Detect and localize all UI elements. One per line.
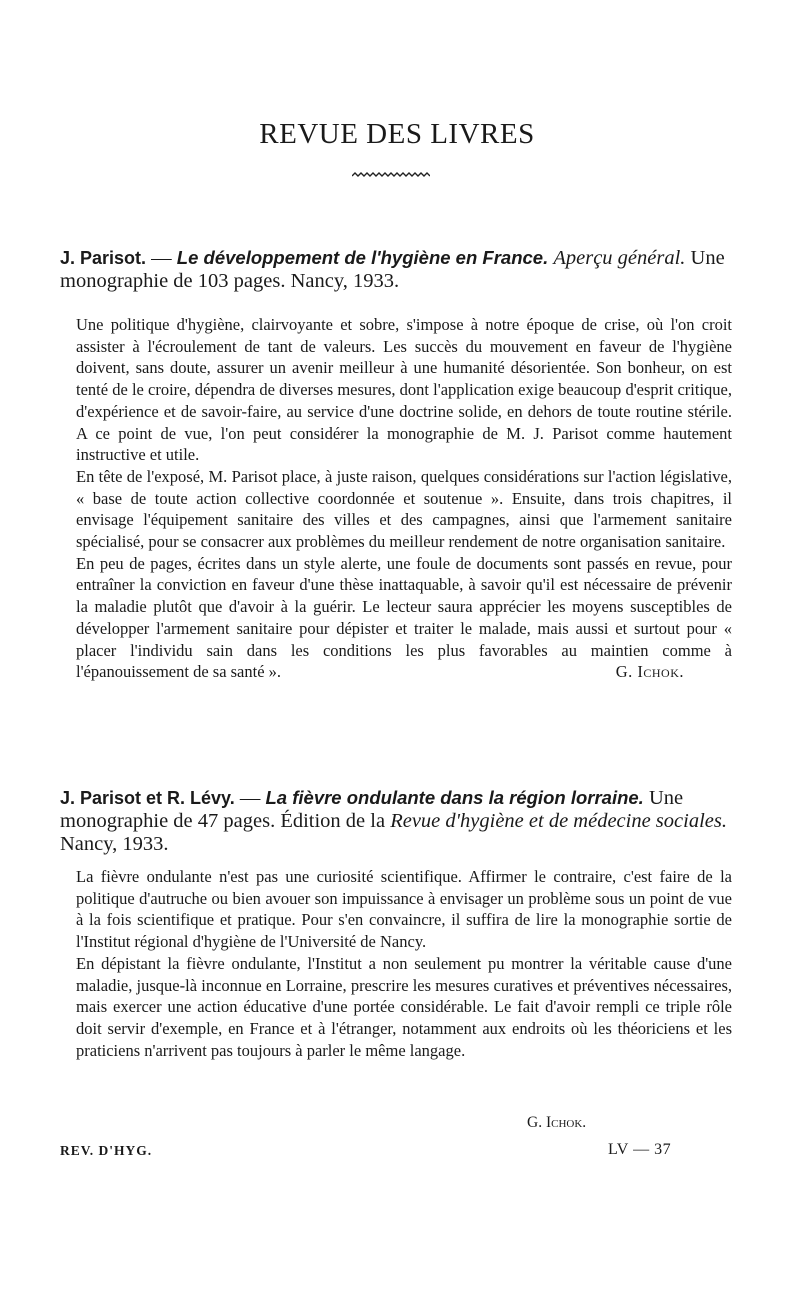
review-1-heading xyxy=(60,246,734,293)
review-2-details-pre: Une monographie de 47 pages. Édition de la xyxy=(60,787,684,832)
page-title: REVUE DES LIVRES xyxy=(259,118,535,150)
review-2-title: La fièvre ondulante dans la région lorraine. xyxy=(265,787,644,808)
review-1-details: Une monographie de 103 pages. Nancy, 1933. xyxy=(60,247,725,292)
review-2-journal: Revue d'hygiène et de médecine sociales. xyxy=(390,810,727,832)
footer-page-number: LV — 37 xyxy=(608,1141,672,1158)
review-1-signature: G. Ichok. xyxy=(615,662,684,682)
review-1-body xyxy=(76,314,732,683)
review-2-signature: G. Ichok. xyxy=(527,1114,587,1131)
review-1-title: Le développement de l'hygiène en France. xyxy=(176,247,549,268)
review-1-dash: — xyxy=(146,247,177,269)
review-2-author: J. Parisot et R. Lévy. xyxy=(60,788,235,808)
review-1-paragraph-2: En tête de l'exposé, M. Parisot place, à juste raison, quelques considérations sur l'action législative, « base de toute action collective coordonnée et soutenue ». Ensuite, dans trois chapitres, il envisage l'équipement sanitaire des villes et des campagnes, ainsi que l'armement sanitaire spécialisé, pour se consacrer aux problèmes du meilleur rendement de notre organisation sanitaire. xyxy=(76,466,732,552)
review-2-details-post: Nancy, 1933. xyxy=(60,833,169,855)
review-1-subtitle: Aperçu général. xyxy=(553,247,686,269)
review-2-paragraph-2: En dépistant la fièvre ondulante, l'Institut a non seulement pu montrer la véritable cause d'une maladie, jusque-là inconnue en Lorraine, prescrire les mesures curatives et préventives nécessaires, mais exercer une action éducative d'une portée considérable. Le fait d'avoir rempli ce triple rôle doit servir d'exemple, en France et à l'étranger, notamment aux endroits où les théoriciens et les praticiens n'arrivent pas toujours à parler le même langage. xyxy=(76,953,732,1060)
footer-journal-abbrev: REV. D'HYG. xyxy=(60,1143,153,1158)
review-1-paragraph-3-text: En peu de pages, écrites dans un style alerte, une foule de documents sont passés en revue, pour entraîner la conviction en faveur d'une thèse inattaquable, à savoir qu'il est nécessaire de prévenir la maladie plutôt que d'avoir à la guérir. Le lecteur saura apprécier les moyens susceptibles de développer l'armement sanitaire pour dépister et traiter le malade, mais aussi et surtout pour « placer l'individu sain dans les conditions les plus favorables au maintien comme à l'épanouissement de sa santé ». xyxy=(76,553,732,682)
review-2-heading xyxy=(60,786,734,856)
review-2-body xyxy=(76,866,732,1061)
review-2-dash: — xyxy=(234,787,266,809)
review-1-paragraph-1: Une politique d'hygiène, clairvoyante et sobre, s'impose à notre époque de crise, où l'on croit assister à l'écroulement de tant de valeurs. Les succès du mouvement en faveur de l'hygiène doivent, sans doute, assurer un avenir meilleur à une humanité désorientée. Son bonheur, on est tenté de le croire, dépendra de diverses mesures, dont l'application exige beaucoup d'esprit critique, d'expérience et de savoir-faire, au service d'une doctrine solide, en dehors de toute routine stérile. A ce point de vue, l'on peut considérer la monographie de M. J. Parisot comme hautement instructive et utile. xyxy=(76,315,732,465)
review-1-author: J. Parisot. xyxy=(60,248,147,268)
decorative-wave-ornament xyxy=(352,170,430,180)
review-1-paragraph-3 xyxy=(76,553,732,683)
review-2-paragraph-1: La fièvre ondulante n'est pas une curiosité scientifique. Affirmer le contraire, c'est faire de la politique d'autruche ou bien avouer son impuissance à envisager un problème sous un point de vue à la fois scientifique et pratique. Pour s'en convaincre, il suffira de lire la monographie sortie de l'Institut régional d'hygiène de l'Université de Nancy. xyxy=(76,867,732,952)
